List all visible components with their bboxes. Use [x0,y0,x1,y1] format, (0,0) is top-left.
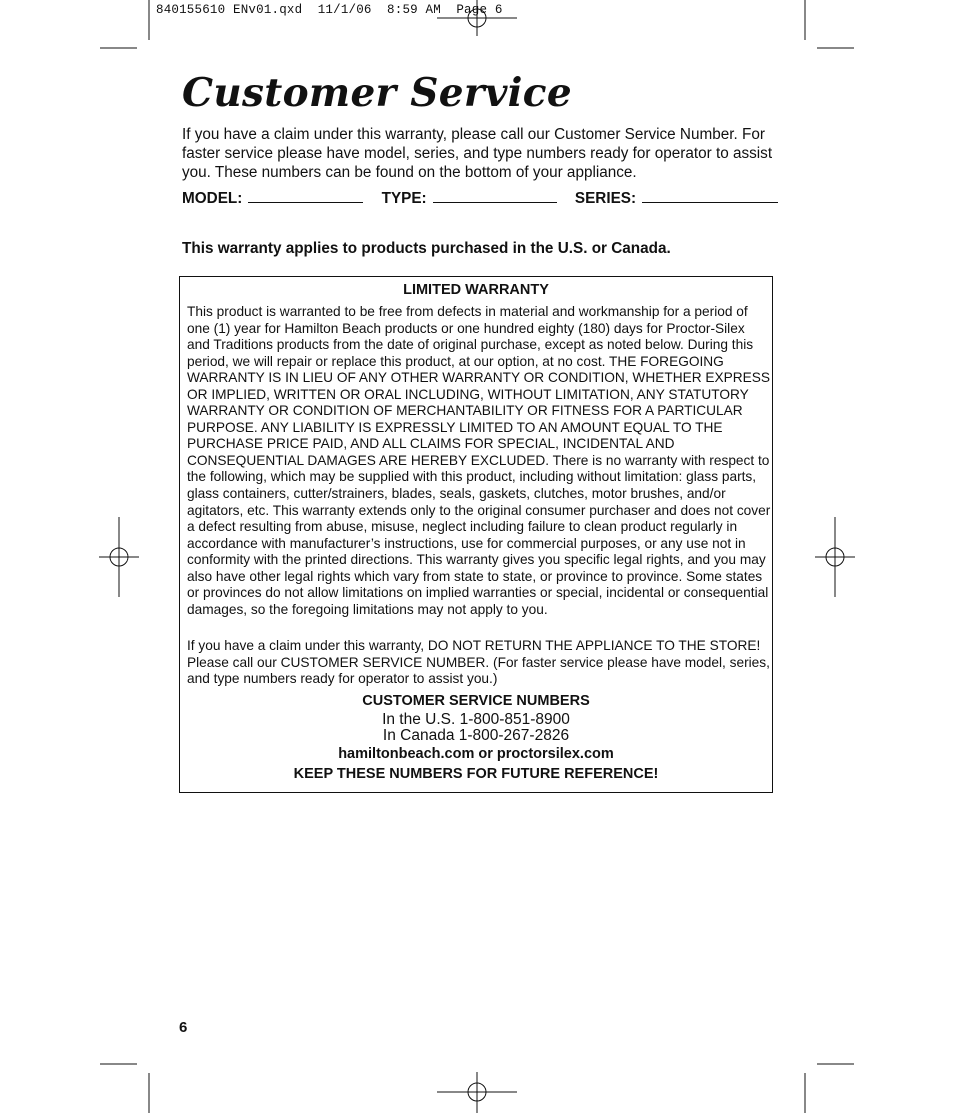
type-blank [433,188,557,203]
limited-warranty-heading: LIMITED WARRANTY [403,282,549,298]
intro-paragraph: If you have a claim under this warranty, please call our Customer Service Number. For faster service please have model, series, and type numbers ready for operator to assist you. These numbers can be found on the bottom of your appliance. [182,126,773,182]
product-id-fields [182,188,782,208]
model-label: MODEL: [182,190,243,207]
us-phone-number: In the U.S. 1-800-851-8900 [382,711,570,728]
warranty-terms: This product is warranted to be free from defects in material and workmanship for a period of one (1) year for Hamilton Beach products or one hundred eighty (180) days for Proctor-Silex and Traditions products from the date of original purchase, except as noted below. During this period, we will repair or replace this product, at our option, at no cost. THE FOREGOING WARRANTY IS IN LIEU OF ANY OTHER WARRANTY OR CONDITION, WHETHER EXPRESS OR IMPLIED, WRITTEN OR ORAL INCLUDING, WITHOUT LIMITATION, ANY STATUTORY WARRANTY OR CONDITION OF MERCHANTABILITY OR FITNESS FOR A PARTICULAR PURPOSE. ANY LIABILITY IS EXPRESSLY LIMITED TO AN AMOUNT EQUAL TO THE PURCHASE PRICE PAID, AND ALL CLAIMS FOR SPECIAL, INCIDENTAL AND CONSEQUENTIAL DAMAGES ARE HEREBY EXCLUDED. There is no warranty with respect to the following, which may be supplied with this product, including without limitation: glass parts, glass containers, cutter/strainers, blades, seals, gaskets, clutches, motor brushes, and/or agitators, etc. This warranty extends only to the original consumer purchaser and does not cover a defect resulting from abuse, misuse, neglect including failure to clean product regularly in accordance with manufacturer’s instructions, use for commercial purposes, or any use not in conformity with the printed directions. This warranty gives you specific legal rights, and you may also have other legal rights which vary from state to state, or province to province. Some states or provinces do not allow limitations on implied warranties or special, incidental or consequential damages, so the foregoing limitations may not apply to you. [187,304,771,617]
page-number: 6 [179,1019,188,1036]
series-label: SERIES: [574,190,637,207]
warranty-applies-note: This warranty applies to products purchased in the U.S. or Canada. [182,240,671,257]
canada-phone-number: In Canada 1-800-267-2826 [382,727,570,744]
type-label: TYPE: [381,190,427,207]
print-slug-line: 840155610 ENv01.qxd 11/1/06 8:59 AM Page 6 [156,3,503,17]
series-blank [642,188,778,203]
page-title: Customer Service [182,70,572,116]
model-blank [248,188,363,203]
keep-numbers-note: KEEP THESE NUMBERS FOR FUTURE REFERENCE! [293,766,659,782]
customer-service-numbers-heading: CUSTOMER SERVICE NUMBERS [362,693,590,709]
claim-instructions: If you have a claim under this warranty, DO NOT RETURN THE APPLIANCE TO THE STORE! Please call our CUSTOMER SERVICE NUMBER. (For faster service please have model, series, and type numbers ready for operator to assist you.) [187,638,770,687]
limited-warranty-box [179,276,773,793]
websites: hamiltonbeach.com or proctorsilex.com [338,746,614,762]
